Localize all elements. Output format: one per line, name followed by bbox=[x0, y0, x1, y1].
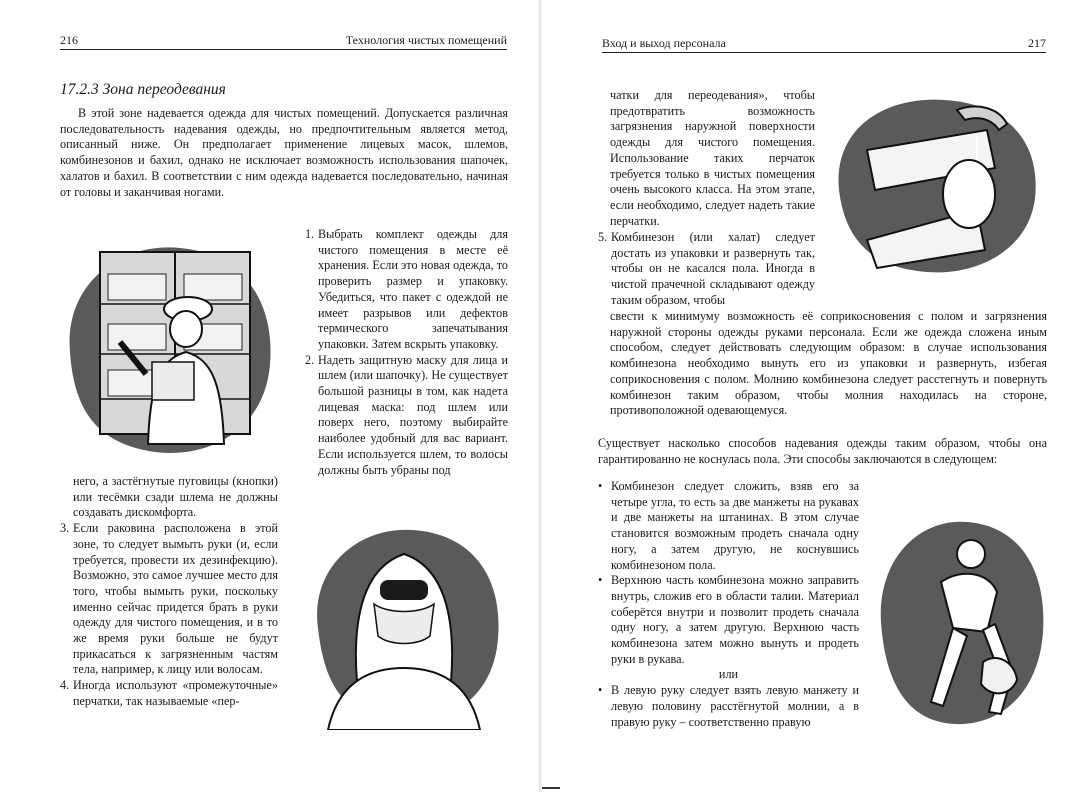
step-text: Выбрать комплект одежды для чистого помещения в месте её хранения. Если это новая одежда, то проверить размер и упаковку. Убедиться, что пакет с одеждой не имеет разрывов или дефектов термического запечатывания упаковки. Затем вскрыть упаковку. bbox=[318, 227, 508, 351]
list-item bbox=[305, 227, 508, 353]
face-mask-and-hood-illustration bbox=[298, 518, 510, 730]
methods-intro-block bbox=[598, 436, 1047, 467]
step-text: Комбинезон (или халат) следует достать из упаковки и развернуть так, чтобы он не касался пола. Иногда в чистой прачечной складывают одежду таким образом, чтобы bbox=[611, 230, 815, 307]
list-item bbox=[598, 479, 859, 573]
running-title: Вход и выход персонала bbox=[602, 36, 726, 50]
page-number: 216 bbox=[60, 33, 78, 47]
step5-narrow bbox=[598, 230, 815, 309]
step-text: Надеть защитную маску для лица и шлем (или шапочку). Не существует большой разницы в том, как надета лицевая маска: под шлем или поверх него, поэтому выбирайте наиболее удобный для вас вариант. Если используется шлем, то волосы должны быть убраны под bbox=[318, 352, 508, 477]
hand-washing-illustration bbox=[827, 90, 1047, 280]
intro-paragraph bbox=[60, 106, 508, 200]
step-text: Иногда используют «промежуточные» перчатки, так называемые «пер- bbox=[73, 678, 278, 708]
step-number: 3. bbox=[60, 521, 70, 536]
list-item bbox=[60, 521, 278, 678]
step5-wide bbox=[610, 309, 1047, 419]
steps-list-right bbox=[598, 230, 815, 309]
header-rule bbox=[602, 52, 1046, 53]
page-number: 217 bbox=[1028, 36, 1046, 50]
steps-list-lower bbox=[60, 521, 278, 709]
step-number: 5. bbox=[598, 230, 608, 244]
bullet-symbol: • bbox=[598, 479, 603, 493]
step-number: 1. bbox=[305, 227, 315, 241]
list-item bbox=[598, 683, 859, 730]
intro-text: В этой зоне надевается одежда для чистых помещений. Допускается различная последовательность надевания одежды, но предпочтительным является метод, описанный ниже. Он предполагает применение лицевых масок, шлемов, комбинезонов и бахил, однако не исключает возможность использования шапочек, халатов и бахил. В соответствии с ним одежда надевается последовательно, начиная от головы и заканчивая ногами. bbox=[60, 106, 508, 199]
step4-continuation-block bbox=[610, 88, 815, 229]
bullet-symbol: • bbox=[598, 573, 603, 588]
running-title: Технология чистых помещений bbox=[345, 33, 507, 47]
list-item bbox=[598, 573, 859, 667]
methods-intro: Существует насколько способов надевания одежды таким образом, чтобы она гарантированно не коснулась пола. Эти способы заключаются в следующем: bbox=[598, 436, 1047, 466]
step4-continuation: чатки для переодевания», чтобы предотвратить возможность загрязнения наружной поверхности одежды для чистого помещения. Использование таких перчаток требуется только в чистых помещения очень высокого класса. На этом этапе, если необходимо, следует надеть такие перчатки. bbox=[610, 88, 815, 228]
bullet-list-last bbox=[598, 683, 859, 730]
step5-continuation: свести к минимуму возможность её соприкосновения с полом и загрязнения наружной стороны одежды руками персонала. Если же одежда сложена иным способом, следует действовать следующим образом: в случае использования комбинезона необходимо вынуть его из упаковки и развернуть, избегая соприкосновения с полом. Молнию комбинезона следует расстегнуть и повернуть комбинезон таким образом, чтобы молния находилась на стороне, противоположной одевающемуся. bbox=[610, 309, 1047, 418]
list-item bbox=[305, 353, 508, 479]
list-item bbox=[598, 230, 815, 309]
steps-list-upper bbox=[305, 227, 508, 478]
bullet-text: Комбинезон следует сложить, взяв его за четыре угла, то есть за две манжеты на рукавах и две манжеты на штанинах. В этом случае становится возможным продеть сначала одну ногу, а затем другую, не коснувшись комбинезоном пола. bbox=[611, 479, 859, 572]
steps-1-2 bbox=[305, 227, 508, 478]
bullet-text: В левую руку следует взять левую манжету и левую половину расстёгнутой молнии, а в правую руку – соответственно правую bbox=[611, 683, 859, 729]
steps-2-continuation-3-4 bbox=[60, 474, 278, 710]
scan-mark bbox=[542, 787, 560, 789]
step-number: 2. bbox=[305, 352, 315, 367]
or-separator: или bbox=[718, 667, 739, 682]
step-number: 4. bbox=[60, 678, 70, 693]
cleanroom-garment-cabinet-illustration bbox=[60, 234, 280, 464]
list-item bbox=[60, 678, 278, 709]
header-rule bbox=[60, 49, 507, 50]
bullet-symbol: • bbox=[598, 683, 603, 698]
section-heading: 17.2.3 Зона переодевания bbox=[60, 81, 226, 98]
person-putting-on-coverall-illustration bbox=[871, 512, 1049, 730]
step2-continuation: него, а застёгнутые пуговицы (кнопки) или тесёмки сзади шлема не должны создавать дискомфорта. bbox=[73, 474, 278, 520]
bullet-list bbox=[598, 479, 859, 667]
right-page bbox=[540, 0, 1079, 792]
step-text: Если раковина расположена в этой зоне, то следует вымыть руки (и, если требуется, провести их дезинфекцию). Возможно, это самое лучшее место для того, чтобы вымыть руки, поскольку именно сейчас придется брать в руки одежду для чистого помещения, и в то же время руки больше не будут прикасаться к загрязненным частям тела, например, к лицу или волосам. bbox=[73, 521, 278, 677]
methods-bullets bbox=[598, 479, 859, 730]
bullet-text: Верхнюю часть комбинезона можно заправить внутрь, сложив его в области талии. Материал соберётся внутри и позволит продеть сначала одну ногу, а затем другую. Верхнюю часть комбинезона затем можно вынуть и продеть руки в рукава. bbox=[611, 573, 859, 666]
